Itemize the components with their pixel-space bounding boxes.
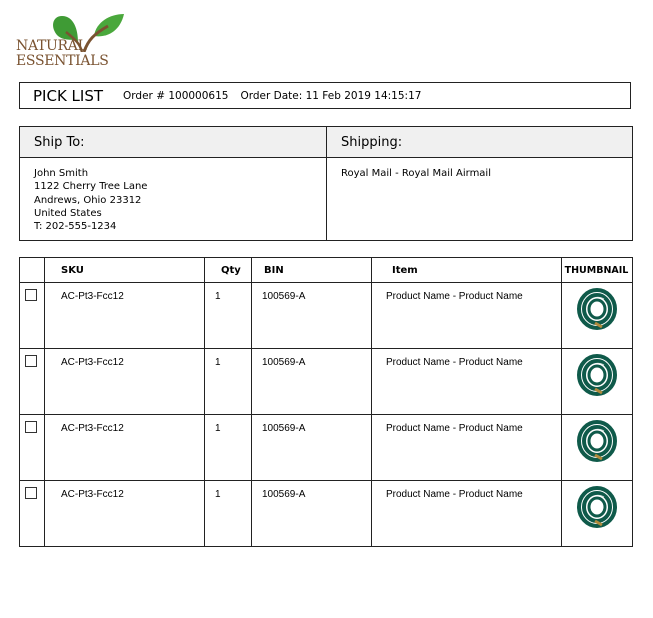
ship-to-heading: Ship To: <box>20 127 326 158</box>
coiled-hose-icon <box>576 485 618 529</box>
brand-line2: ESSENTIALS <box>16 53 109 69</box>
brand-logo <box>16 12 136 72</box>
brand-line1: NATURAL <box>16 38 87 54</box>
table-row <box>20 283 633 349</box>
table-row <box>20 481 633 547</box>
row-bin: 100569-A <box>252 481 372 547</box>
row-qty: 1 <box>205 481 252 547</box>
header-item: Item <box>372 258 562 283</box>
row-sku: AC-Pt3-Fcc12 <box>45 283 205 349</box>
row-thumbnail <box>562 283 633 349</box>
shipping-heading: Shipping: <box>327 127 632 158</box>
order-date: Order Date: 11 Feb 2019 14:15:17 <box>240 89 422 102</box>
header-sku: SKU <box>45 258 205 283</box>
shipping-method: Royal Mail - Royal Mail Airmail <box>341 168 491 179</box>
customer-phone: T: 202-555-1234 <box>34 221 117 233</box>
table-row <box>20 349 633 415</box>
shipping-panel <box>327 127 632 240</box>
customer-name: John Smith <box>34 168 89 179</box>
row-bin: 100569-A <box>252 349 372 415</box>
brand-name <box>16 39 109 69</box>
row-bin: 100569-A <box>252 415 372 481</box>
ship-to-address <box>20 158 326 233</box>
coiled-hose-icon <box>576 419 618 463</box>
coiled-hose-icon <box>576 287 618 331</box>
row-qty: 1 <box>205 349 252 415</box>
header-qty: Qty <box>205 258 252 283</box>
header-bin: BIN <box>252 258 372 283</box>
pick-checkbox[interactable] <box>25 355 37 367</box>
row-item: Product Name - Product Name <box>372 415 562 481</box>
order-number: Order # 100000615 <box>123 89 229 102</box>
pick-checkbox[interactable] <box>25 421 37 433</box>
row-check-cell <box>20 283 45 349</box>
row-thumbnail <box>562 349 633 415</box>
row-item: Product Name - Product Name <box>372 283 562 349</box>
ship-to-panel <box>20 127 327 240</box>
pick-items-table <box>19 257 633 547</box>
pick-checkbox[interactable] <box>25 289 37 301</box>
row-sku: AC-Pt3-Fcc12 <box>45 349 205 415</box>
header-thumbnail: THUMBNAIL <box>562 258 633 283</box>
page-title: PICK LIST <box>33 86 104 105</box>
coiled-hose-icon <box>576 353 618 397</box>
row-thumbnail <box>562 481 633 547</box>
address-street: 1122 Cherry Tree Lane <box>34 181 148 193</box>
address-city: Andrews, Ohio 23312 <box>34 194 142 206</box>
address-country: United States <box>34 207 102 219</box>
pick-list-header <box>19 82 631 109</box>
row-qty: 1 <box>205 415 252 481</box>
row-item: Product Name - Product Name <box>372 481 562 547</box>
row-check-cell <box>20 415 45 481</box>
row-check-cell <box>20 481 45 547</box>
row-item: Product Name - Product Name <box>372 349 562 415</box>
row-bin: 100569-A <box>252 283 372 349</box>
table-header-row <box>20 258 633 283</box>
row-sku: AC-Pt3-Fcc12 <box>45 415 205 481</box>
row-sku: AC-Pt3-Fcc12 <box>45 481 205 547</box>
shipping-details <box>19 126 633 241</box>
pick-checkbox[interactable] <box>25 487 37 499</box>
row-qty: 1 <box>205 283 252 349</box>
row-check-cell <box>20 349 45 415</box>
header-check <box>20 258 45 283</box>
row-thumbnail <box>562 415 633 481</box>
table-row <box>20 415 633 481</box>
